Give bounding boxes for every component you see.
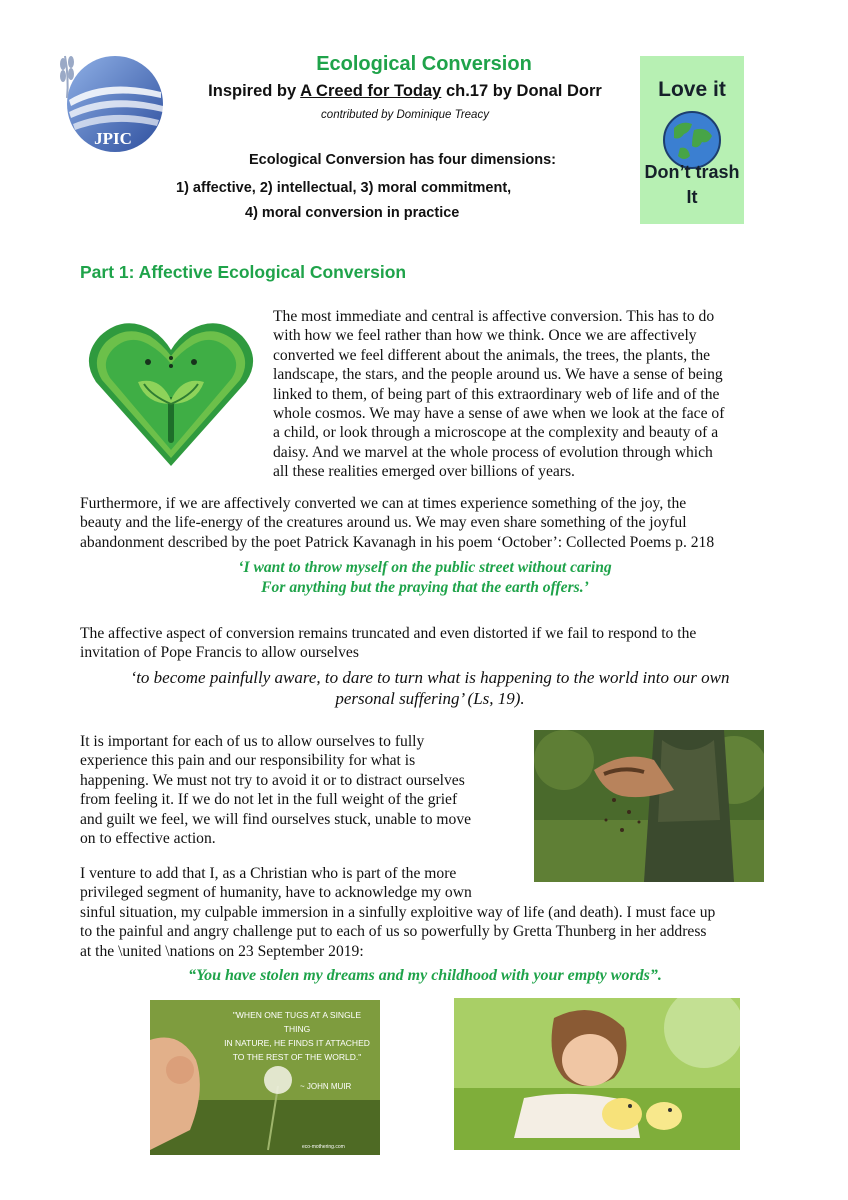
furthermore-line: beauty and the life-energy of the creatures around us. We may even share something of the joyful [80,514,687,532]
kavanagh-quote-line: For anything but the praying that the earth offers.’ [261,579,589,596]
truncated-paragraph [80,624,696,663]
furthermore-line: abandonment described by the poet Patrick Kavanagh in his poem ‘October’: Collected Poems p. 218 [80,533,715,551]
part1-heading: Part 1: Affective Ecological Conversion [80,262,407,282]
muir-quote-line: TO THE REST OF THE WORLD." [232,1052,362,1062]
francis-quote-line: personal suffering’ (Ls, 19). [335,689,525,708]
truncated-line: invitation of Pope Francis to allow ourselves [80,644,359,662]
muir-quote [222,1008,372,1064]
venture-line: at the \united \nations on 23 September 2019: [80,942,364,960]
intro-line: daisy. And we marvel at the whole process of evolution through which [273,443,713,461]
important-paragraph [80,732,471,848]
furthermore-paragraph [80,494,714,552]
subtitle-suffix: ch.17 by Donal Dorr [441,82,602,100]
important-line: happening. We must not try to avoid it or to distract ourselves [80,771,465,789]
sign-bottom-line-1: Don’t trash [644,162,740,182]
intro-line: converted we feel different about the animals, the trees, the plants, the [273,346,711,364]
muir-quote-line: IN NATURE, HE FINDS IT ATTACHED [224,1038,370,1048]
kavanagh-quote [80,558,770,598]
venture-line: to the painful and angry challenge put to each of us so powerfully by Gretta Thunberg in her address [80,923,707,941]
intro-line: with how we feel rather than how we think. Once we are affectively [273,327,697,345]
globe-icon [662,110,722,170]
girl-chicks-photo [454,998,740,1150]
subtitle-book: A Creed for Today [300,82,442,100]
kavanagh-quote-line: ‘I want to throw myself on the public street without caring [238,559,612,576]
muir-quote-line: "WHEN ONE TUGS AT A SINGLE THING [232,1010,362,1034]
intro-line: all these realities emerged over billions of years. [273,463,575,481]
important-line: experience this pain and our responsibility for what is [80,752,416,770]
sign-top-text: Love it [658,78,726,101]
venture-line: I venture to add that I, as a Christian who is part of the more [80,865,457,882]
francis-quote [80,667,780,709]
subtitle-prefix: Inspired by [208,82,301,100]
intro-line: The most immediate and central is affective conversion. This has to do [273,308,715,325]
important-line: and guilt we feel, we will find ourselves stuck, unable to move [80,810,472,828]
dimensions-line-2: 1) affective, 2) intellectual, 3) moral commitment, [176,180,512,196]
heart-sprout-image [86,320,256,468]
contributor-credit: contributed by Dominique Treacy [321,109,489,121]
intro-line: whole cosmos. We may have a sense of awe when we look at the face of [273,405,725,423]
venture-line: sinful situation, my culpable immersion in a sinfully exploitive way of life (and death). I must face up [80,903,716,921]
love-it-sign [640,56,744,224]
hands-soil-photo [534,730,764,882]
truncated-line: The affective aspect of conversion remains truncated and even distorted if we fail to respond to the [80,625,697,642]
dimensions-line-1: Ecological Conversion has four dimensions: [249,152,556,168]
venture-line: privileged segment of humanity, have to acknowledge my own [80,884,472,902]
intro-paragraph [273,307,724,482]
important-line: from feeling it. If we do not let in the full weight of the grief [80,791,458,809]
page-title: Ecological Conversion [316,53,532,75]
intro-line: linked to them, of being part of this extraordinary web of life and of the [273,385,720,403]
francis-quote-line: ‘to become painfully aware, to dare to turn what is happening to the world into our own [130,668,730,687]
venture-paragraph [80,864,715,961]
intro-line: landscape, the stars, and the people around us. We have a sense of being [273,366,723,384]
important-line: It is important for each of us to allow ourselves to fully [80,733,425,750]
intro-line: a child, or look through a microscope at the complexity and beauty of a [273,424,719,442]
dimensions-line-3: 4) moral conversion in practice [245,205,460,221]
thunberg-quote: “You have stolen my dreams and my childhood with your empty words”. [188,967,662,984]
logo-text: JPIC [94,129,132,148]
important-line: on to effective action. [80,830,216,848]
muir-author: ~ JOHN MUIR [300,1082,352,1091]
john-muir-poster [150,1000,380,1155]
furthermore-line: Furthermore, if we are affectively converted we can at times experience something of the joy, the [80,495,687,512]
sign-bottom-line-2: It [686,187,698,207]
muir-site: eco-mothering.com [302,1144,345,1150]
